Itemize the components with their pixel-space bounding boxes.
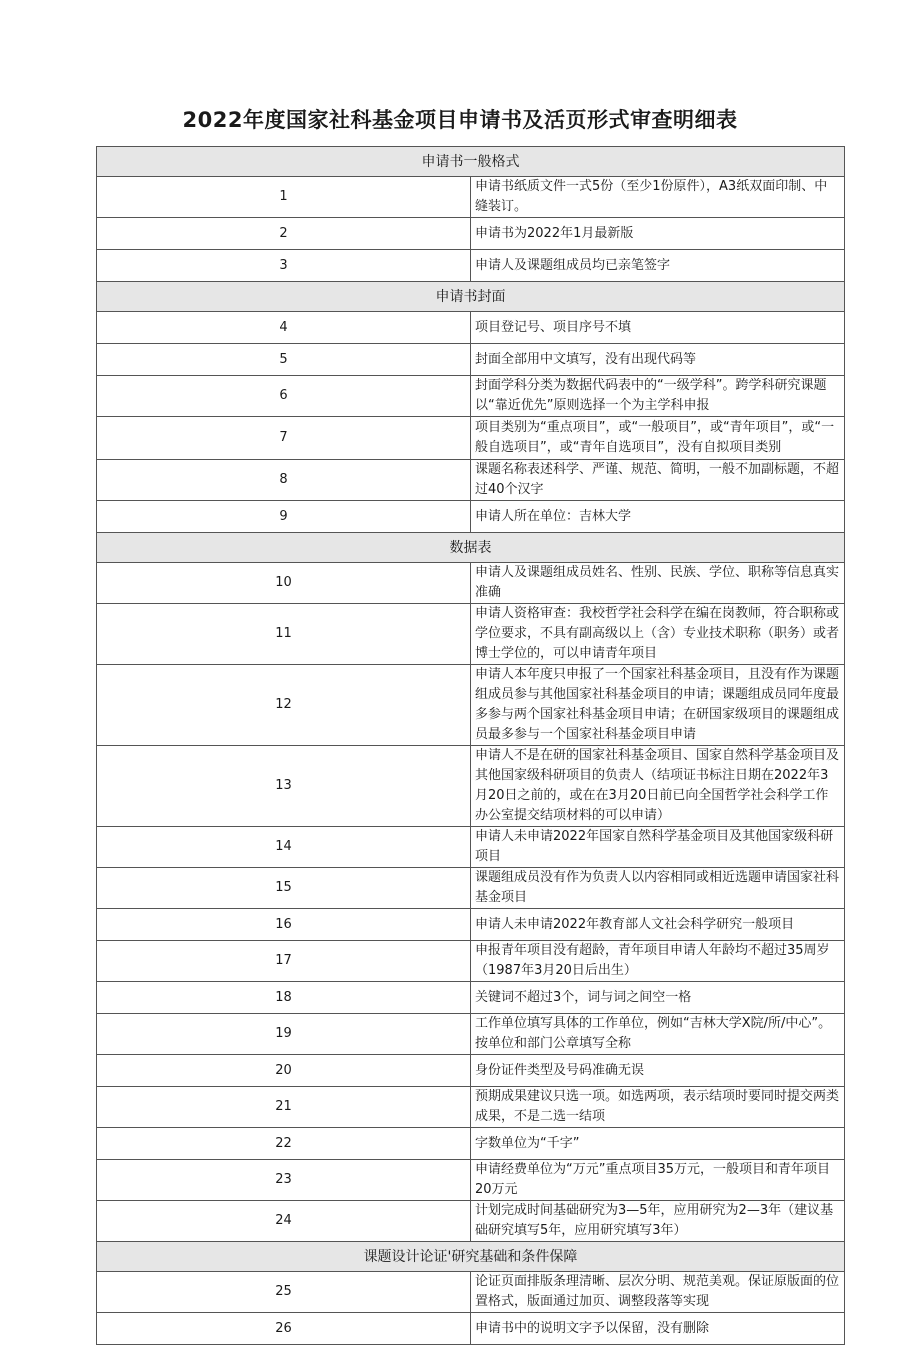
item-requirement: 课题组成员没有作为负责人以内容相同或相近选题申请国家社科基金项目 xyxy=(471,868,845,909)
table-row xyxy=(97,1128,845,1160)
item-number: 21 xyxy=(97,1087,471,1128)
item-requirement: 预期成果建议只选一项。如选两项，表示结项时要同时提交两类成果，不是二选一结项 xyxy=(471,1087,845,1128)
item-number: 3 xyxy=(97,250,471,282)
item-requirement: 申请人不是在研的国家社科基金项目、国家自然科学基金项目及其他国家级科研项目的负责人（结项证书标注日期在2022年3月20日之前的，或在在3月20日前已向全国哲学社会科学工作办公室提交结项材料的可以申请） xyxy=(471,746,845,827)
item-number: 7 xyxy=(97,417,471,460)
item-requirement: 申请书纸质文件一式5份（至少1份原件），A3纸双面印制、中缝装订。 xyxy=(471,177,845,218)
item-requirement: 字数单位为“千字” xyxy=(471,1128,845,1160)
item-requirement: 项目登记号、项目序号不填 xyxy=(471,312,845,344)
item-requirement: 申请经费单位为“万元”重点项目35万元，一般项目和青年项目20万元 xyxy=(471,1160,845,1201)
table-row xyxy=(97,501,845,533)
table-row xyxy=(97,827,845,868)
item-number: 25 xyxy=(97,1272,471,1313)
table-row xyxy=(97,1201,845,1242)
item-requirement: 申请人未申请2022年教育部人文社会科学研究一般项目 xyxy=(471,909,845,941)
item-number: 15 xyxy=(97,868,471,909)
table-row xyxy=(97,1160,845,1201)
table-row xyxy=(97,218,845,250)
item-number: 20 xyxy=(97,1055,471,1087)
item-number: 24 xyxy=(97,1201,471,1242)
item-number: 5 xyxy=(97,344,471,376)
section-title: 课题设计论证'研究基础和条件保障 xyxy=(97,1242,845,1272)
item-requirement: 申请人资格审查：我校哲学社会科学在编在岗教师，符合职称或学位要求，不具有副高级以上（含）专业技术职称（职务）或者博士学位的，可以申请青年项目 xyxy=(471,604,845,665)
item-number: 6 xyxy=(97,376,471,417)
item-number: 2 xyxy=(97,218,471,250)
section-title: 数据表 xyxy=(97,533,845,563)
table-row xyxy=(97,312,845,344)
item-number: 13 xyxy=(97,746,471,827)
item-requirement: 申报青年项目没有超龄，青年项目申请人年龄均不超过35周岁（1987年3月20日后出生） xyxy=(471,941,845,982)
item-number: 4 xyxy=(97,312,471,344)
table-row xyxy=(97,982,845,1014)
item-number: 8 xyxy=(97,460,471,501)
item-number: 11 xyxy=(97,604,471,665)
item-number: 12 xyxy=(97,665,471,746)
table-row xyxy=(97,1055,845,1087)
section-header xyxy=(97,147,845,177)
review-checklist-table xyxy=(96,146,845,1345)
table-row xyxy=(97,868,845,909)
table-row xyxy=(97,344,845,376)
item-requirement: 申请书为2022年1月最新版 xyxy=(471,218,845,250)
table-row xyxy=(97,460,845,501)
page-title: 2022年度国家社科基金项目申请书及活页形式审查明细表 xyxy=(182,108,738,132)
item-number: 26 xyxy=(97,1313,471,1345)
table-row xyxy=(97,563,845,604)
item-requirement: 申请人及课题组成员姓名、性别、民族、学位、职称等信息真实准确 xyxy=(471,563,845,604)
table-row xyxy=(97,1087,845,1128)
item-number: 17 xyxy=(97,941,471,982)
table-row xyxy=(97,941,845,982)
item-requirement: 课题名称表述科学、严谨、规范、简明，一般不加副标题，不超过40个汉字 xyxy=(471,460,845,501)
item-number: 1 xyxy=(97,177,471,218)
section-header xyxy=(97,533,845,563)
item-requirement: 申请人及课题组成员均已亲笔签字 xyxy=(471,250,845,282)
checklist-body xyxy=(97,147,845,1345)
item-requirement: 项目类别为“重点项目”，或“一般项目”，或“青年项目”，或“一般自选项目”，或“青年自选项目”，没有自拟项目类别 xyxy=(471,417,845,460)
item-number: 23 xyxy=(97,1160,471,1201)
item-number: 16 xyxy=(97,909,471,941)
item-number: 18 xyxy=(97,982,471,1014)
item-number: 19 xyxy=(97,1014,471,1055)
item-number: 14 xyxy=(97,827,471,868)
item-requirement: 封面全部用中文填写，没有出现代码等 xyxy=(471,344,845,376)
item-requirement: 封面学科分类为数据代码表中的“一级学科”。跨学科研究课题以“靠近优先”原则选择一个为主学科申报 xyxy=(471,376,845,417)
item-requirement: 申请人所在单位：吉林大学 xyxy=(471,501,845,533)
section-header xyxy=(97,282,845,312)
table-row xyxy=(97,746,845,827)
item-requirement: 身份证件类型及号码准确无误 xyxy=(471,1055,845,1087)
section-title: 申请书封面 xyxy=(97,282,845,312)
item-requirement: 申请人未申请2022年国家自然科学基金项目及其他国家级科研项目 xyxy=(471,827,845,868)
item-number: 10 xyxy=(97,563,471,604)
item-requirement: 申请人本年度只申报了一个国家社科基金项目，且没有作为课题组成员参与其他国家社科基金项目的申请；课题组成员同年度最多参与两个国家社科基金项目申请；在研国家级项目的课题组成员最多参与一个国家社科基金项目申请 xyxy=(471,665,845,746)
table-row xyxy=(97,909,845,941)
table-row xyxy=(97,376,845,417)
item-requirement: 计划完成时间基础研究为3—5年，应用研究为2—3年（建议基础研究填写5年，应用研究填写3年） xyxy=(471,1201,845,1242)
table-row xyxy=(97,665,845,746)
item-requirement: 论证页面排版条理清晰、层次分明、规范美观。保证原版面的位置格式，版面通过加页、调整段落等实现 xyxy=(471,1272,845,1313)
section-header xyxy=(97,1242,845,1272)
item-requirement: 申请书中的说明文字予以保留，没有删除 xyxy=(471,1313,845,1345)
table-row xyxy=(97,250,845,282)
table-row xyxy=(97,1313,845,1345)
table-row xyxy=(97,604,845,665)
table-row xyxy=(97,417,845,460)
section-title: 申请书一般格式 xyxy=(97,147,845,177)
table-row xyxy=(97,177,845,218)
item-requirement: 关键词不超过3个，词与词之间空一格 xyxy=(471,982,845,1014)
item-number: 22 xyxy=(97,1128,471,1160)
table-row xyxy=(97,1272,845,1313)
table-row xyxy=(97,1014,845,1055)
item-number: 9 xyxy=(97,501,471,533)
item-requirement: 工作单位填写具体的工作单位，例如“吉林大学X院/所/中心”。按单位和部门公章填写全称 xyxy=(471,1014,845,1055)
